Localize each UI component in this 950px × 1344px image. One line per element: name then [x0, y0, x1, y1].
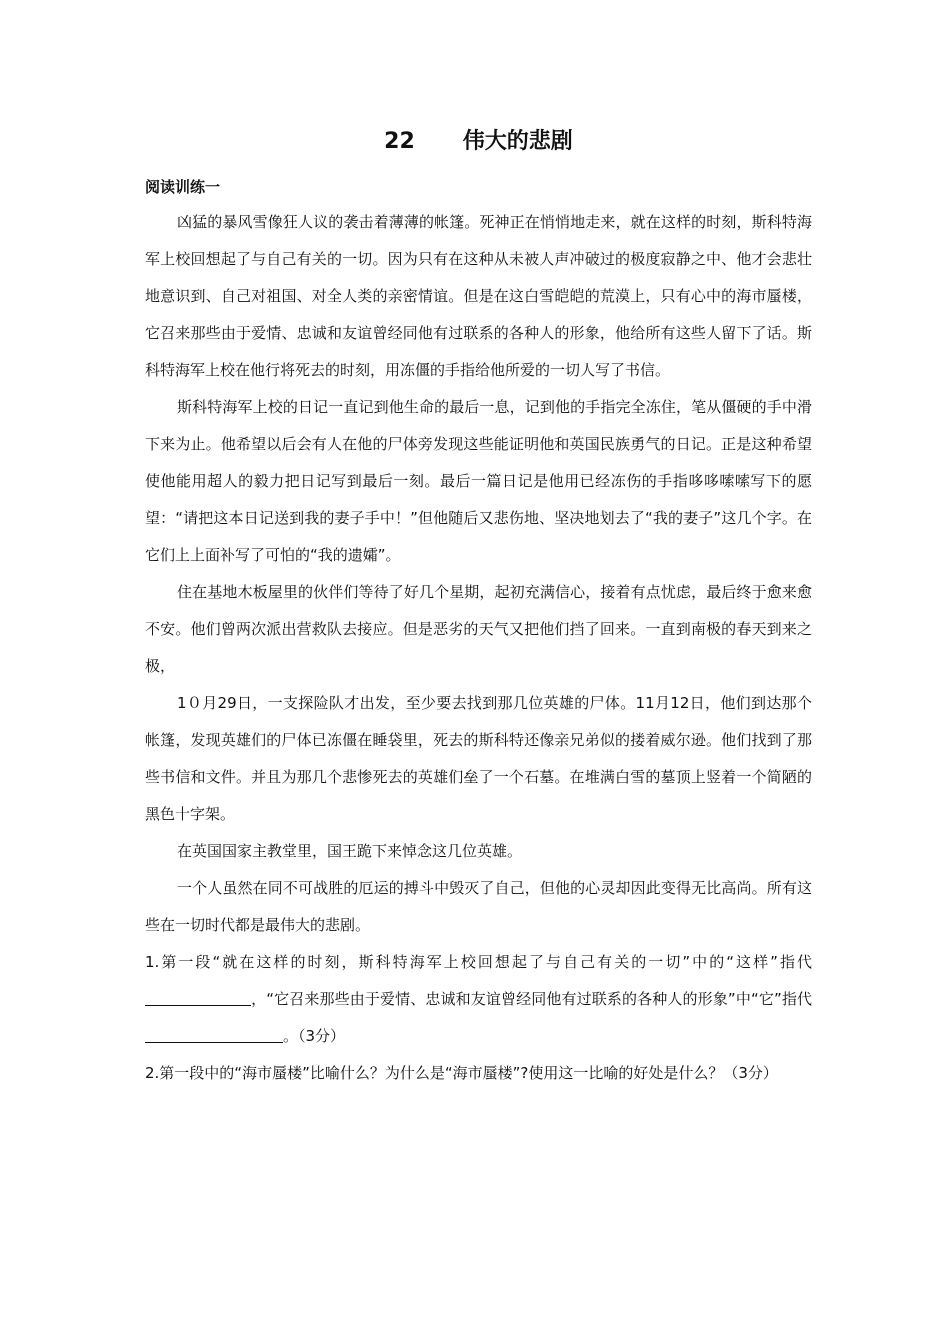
lesson-number: 22 — [384, 129, 415, 154]
paragraph-2: 斯科特海军上校的日记一直记到他生命的最后一息，记到他的手指完全冻住，笔从僵硬的手中滑下来为止。他希望以后会有人在他的尸体旁发现这些能证明他和英国民族勇气的日记。正是这种希望使他能用超人的毅力把日记写到最后一刻。最后一篇日记是他用已经冻伤的手指哆哆嗦嗦写下的愿望：“请把这本日记送到我的妻子手中！”但他随后又悲伤地、坚决地划去了“我的妻子”这几个字。在它们上上面补写了可怕的“我的遗孀”。 — [145, 398, 812, 564]
question-1-text-a: 1.第一段“就在这样的时刻，斯科特海军上校回想起了与自己有关的一切”中的“这样”指代 — [145, 953, 812, 971]
paragraph-5: 在英国国家主教堂里，国王跪下来悼念这几位英雄。 — [177, 842, 523, 860]
question-1 — [145, 944, 812, 1055]
question-1-text-b: ，“它召来那些由于爱情、忠诚和友谊曾经同他有过联系的各种人的形象”中“它”指代 — [251, 990, 812, 1008]
answer-blank-1[interactable] — [145, 987, 251, 1006]
paragraph-4: 1０月29日，一支探险队才出发，至少要去找到那几位英雄的尸体。11月12日，他们到达那个帐篷，发现英雄们的尸体已冻僵在睡袋里，死去的斯科特还像亲兄弟似的搂着威尔逊。他们找到了那些书信和文件。并且为那几个悲惨死去的英雄们垒了一个石墓。在堆满白雪的墓顶上竖着一个简陋的黑色十字架。 — [145, 694, 812, 823]
question-2: 2.第一段中的“海市蜃楼”比喻什么？为什么是“海市蜃楼”?使用这一比喻的好处是什么？（3分） — [145, 1064, 778, 1082]
lesson-title: 伟大的悲剧 — [462, 129, 573, 154]
document-page — [145, 120, 812, 1092]
question-1-text-c: 。（3分） — [283, 1027, 346, 1045]
section-heading: 阅读训练一 — [145, 178, 221, 196]
paragraph-1: 凶猛的暴风雪像狂人议的袭击着薄薄的帐篷。死神正在悄悄地走来，就在这样的时刻，斯科特海军上校回想起了与自己有关的一切。因为只有在这种从未被人声冲破过的极度寂静之中、他才会悲壮地意识到、自己对祖国、对全人类的亲密情谊。但是在这白雪皑皑的荒漠上，只有心中的海市蜃楼，它召来那些由于爱情、忠诚和友谊曾经同他有过联系的各种人的形象，他给所有这些人留下了话。斯科特海军上校在他行将死去的时刻，用冻僵的手指给他所爱的一切人写了书信。 — [145, 213, 812, 379]
answer-blank-2[interactable] — [145, 1024, 283, 1043]
paragraph-3: 住在基地木板屋里的伙伴们等待了好几个星期，起初充满信心，接着有点忧虑，最后终于愈来愈不安。他们曾两次派出营救队去接应。但是恶劣的天气又把他们挡了回来。一直到南极的春天到来之极， — [145, 583, 812, 675]
paragraph-6: 一个人虽然在同不可战胜的厄运的搏斗中毁灭了自己，但他的心灵却因此变得无比高尚。所有这些在一切时代都是最伟大的悲剧。 — [145, 879, 812, 934]
page-title — [145, 120, 812, 164]
